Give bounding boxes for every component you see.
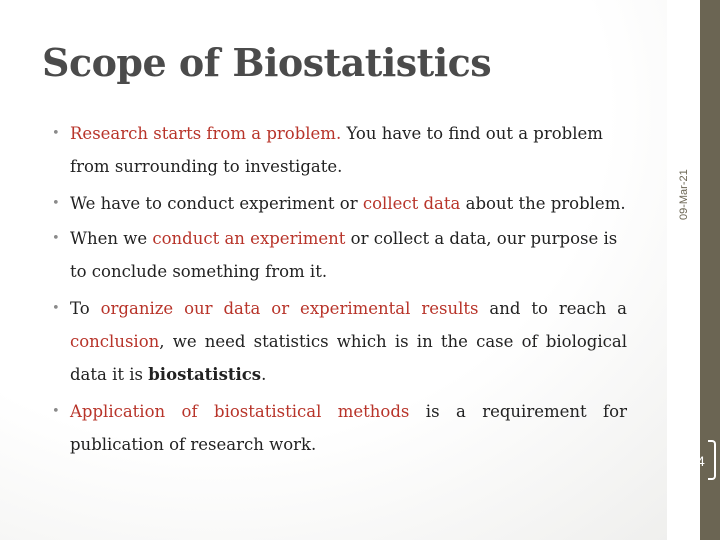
bullet-text: , we need statistics which is in the case of biological data it is bbox=[70, 332, 627, 384]
bullet-text: We have to conduct experiment or bbox=[70, 194, 363, 213]
bullet-text: is a requirement for publication of research work. bbox=[70, 402, 627, 454]
bullet-item bbox=[52, 292, 627, 391]
bullet-dot-icon: • bbox=[52, 196, 60, 211]
bullet-dot-icon: • bbox=[52, 301, 60, 316]
bullet-list bbox=[52, 117, 627, 461]
bullet-text: or collect a data, our purpose is to conclude something from it. bbox=[70, 229, 618, 281]
bullet-item bbox=[52, 222, 627, 288]
bullet-item bbox=[52, 187, 627, 220]
bullet-item bbox=[52, 395, 627, 461]
highlight-text: conclusion bbox=[70, 332, 160, 351]
bold-text: biostatistics bbox=[148, 365, 262, 384]
page-number: 14 bbox=[689, 453, 705, 469]
bullet-text: To bbox=[70, 299, 101, 318]
slide-title: Scope of Biostatistics bbox=[42, 40, 492, 85]
bullet-text: When we bbox=[70, 229, 153, 248]
bullet-text: You have to find out a problem from surrounding to investigate. bbox=[70, 124, 603, 176]
bullet-text: . bbox=[261, 365, 267, 384]
highlight-text: conduct an experiment bbox=[152, 229, 346, 248]
date-label: 09-Mar-21 bbox=[678, 169, 690, 221]
highlight-text: organize our data or experimental results bbox=[100, 299, 479, 318]
highlight-text: Application of biostatistical methods bbox=[70, 402, 410, 421]
bullet-dot-icon: • bbox=[52, 404, 60, 419]
bullet-text: about the problem. bbox=[460, 194, 626, 213]
bullet-dot-icon: • bbox=[52, 231, 60, 246]
bullet-text: and to reach a bbox=[478, 299, 627, 318]
bullet-dot-icon: • bbox=[52, 126, 60, 141]
bullet-item bbox=[52, 117, 627, 183]
highlight-text: collect data bbox=[362, 194, 461, 213]
highlight-text: Research starts from a problem. bbox=[70, 124, 342, 143]
